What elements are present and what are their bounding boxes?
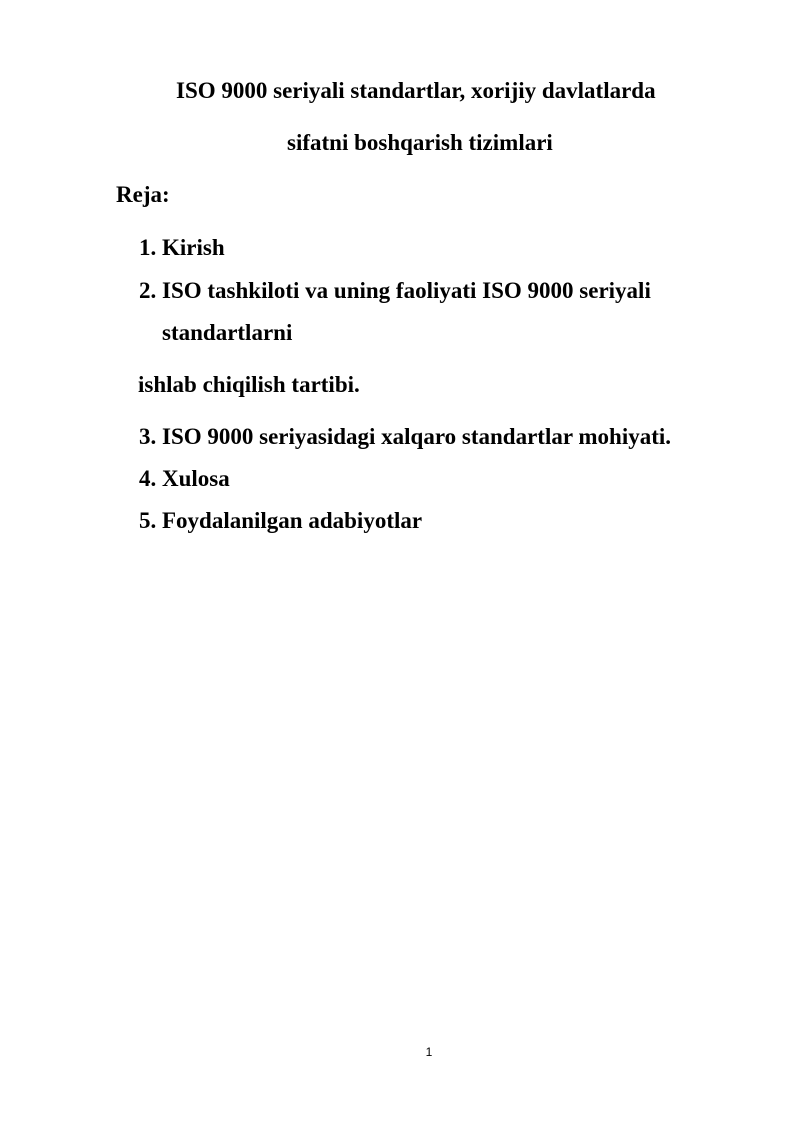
page-number: 1 (425, 1045, 433, 1059)
plan-heading: Reja: (116, 182, 170, 207)
plan-item-1: 1. Kirish (139, 235, 225, 260)
plan-item-3: 3. ISO 9000 seriyasidagi xalqaro standartlar mohiyati. (139, 424, 672, 449)
document-title-line-1: ISO 9000 seriyali standartlar, xorijiy davlatlarda (176, 78, 656, 103)
plan-item-2-line-2: standartlarni (162, 320, 293, 345)
plan-item-5: 5. Foydalanilgan adabiyotlar (139, 508, 423, 533)
plan-item-2-line-3: ishlab chiqilish tartibi. (138, 372, 360, 397)
plan-item-4: 4. Xulosa (139, 466, 230, 491)
document-title-line-2: sifatni boshqarish tizimlari (287, 130, 553, 155)
plan-item-2-line-1: 2. ISO tashkiloti va uning faoliyati ISO 9000 seriyali (139, 278, 651, 303)
